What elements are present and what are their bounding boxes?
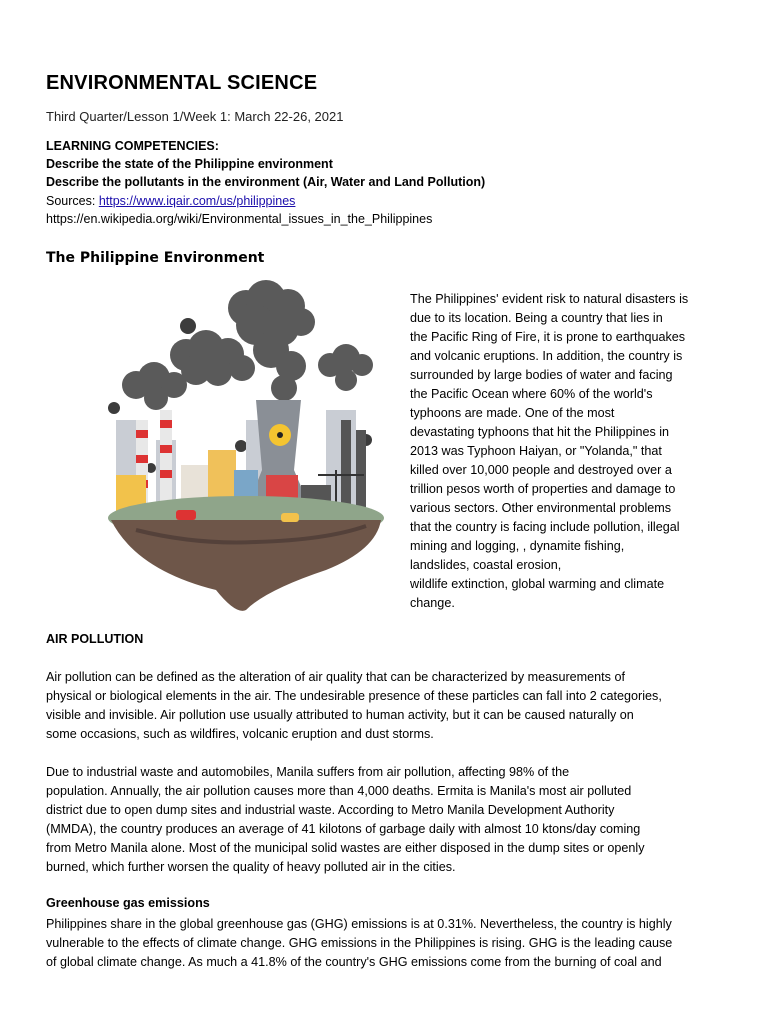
text-line: typhoons are made. One of the most xyxy=(410,406,615,420)
car xyxy=(176,510,196,520)
competencies-heading: LEARNING COMPETENCIES: xyxy=(46,139,219,153)
text-line: and volcanic eruptions. In addition, the country is xyxy=(410,349,683,363)
text-line: trillion pesos worth of properties and damage to xyxy=(410,482,676,496)
air-pollution-paragraph-2 xyxy=(46,763,726,877)
text-line: some occasions, such as wildfires, volcanic eruption and dust storms. xyxy=(46,727,434,741)
text-line: visible and invisible. Air pollution use usually attributed to human activity, but it can be caused naturally on xyxy=(46,708,634,722)
section-heading-air-pollution: AIR POLLUTION xyxy=(46,632,144,646)
text-line: various sectors. Other environmental problems xyxy=(410,501,672,515)
text-line: killed over 10,000 people and destroyed over a xyxy=(410,463,672,477)
source-link-iqair[interactable]: https://www.iqair.com/us/philippines xyxy=(98,193,296,208)
text-line: physical or biological elements in the air. The undesirable presence of these particles can fall into 2 categories, xyxy=(46,689,662,703)
text-line: The Philippines' evident risk to natural disasters is xyxy=(410,292,689,306)
text-line: (MMDA), the country produces an average of 41 kilotons of garbage daily with almost 10 ktons/day coming xyxy=(46,822,641,836)
text-line: of global climate change. As much a 41.8% of the country's GHG emissions come from the burning of coal and xyxy=(46,955,662,969)
sources-label: Sources: xyxy=(46,193,99,208)
text-line: population. Annually, the air pollution causes more than 4,000 deaths. Ermita is Manila's most air polluted xyxy=(46,784,632,798)
text-line: wildlife extinction, global warming and climate xyxy=(410,577,665,591)
competency-item: Describe the state of the Philippine environment xyxy=(46,157,333,172)
text-line: due to its location. Being a country that lies in xyxy=(410,311,663,325)
greenhouse-gas-paragraph xyxy=(46,915,726,972)
lesson-subtitle: Third Quarter/Lesson 1/Week 1: March 22-26, 2021 xyxy=(46,109,344,124)
text-line: Air pollution can be defined as the alteration of air quality that can be characterized by measurements of xyxy=(46,670,625,684)
section-heading-philippine-environment: The Philippine Environment xyxy=(46,250,265,266)
car xyxy=(281,513,299,522)
text-line: surrounded by large bodies of water and facing xyxy=(410,368,673,382)
learning-competencies xyxy=(46,137,485,228)
air-pollution-paragraph-1 xyxy=(46,668,726,744)
document-title: ENVIRONMENTAL SCIENCE xyxy=(46,72,318,94)
smoke-clouds xyxy=(122,280,373,410)
text-line: landslides, coastal erosion, xyxy=(410,558,562,572)
pollution-illustration xyxy=(96,270,396,620)
text-line: Philippines share in the global greenhouse gas (GHG) emissions is at 0.31%. Nevertheless, the country is highly xyxy=(46,917,672,931)
text-line: the Pacific Ocean where 60% of the world's xyxy=(410,387,653,401)
text-line: change. xyxy=(410,596,455,610)
text-line: burned, which further worsen the quality of heavy polluted air in the cities. xyxy=(46,860,456,874)
text-line: vulnerable to the effects of climate change. GHG emissions in the Philippines is rising. GHG is the leading cause xyxy=(46,936,673,950)
source-wikipedia: https://en.wikipedia.org/wiki/Environmental_issues_in_the_Philippines xyxy=(46,211,433,226)
text-line: district due to open dump sites and industrial waste. According to Metro Manila Development Authority xyxy=(46,803,615,817)
competency-item: Describe the pollutants in the environment (Air, Water and Land Pollution) xyxy=(46,175,486,190)
text-line: mining and logging, , dynamite fishing, xyxy=(410,539,625,553)
section-heading-greenhouse-gas: Greenhouse gas emissions xyxy=(46,896,210,910)
text-line: that the country is facing include pollution, illegal xyxy=(410,520,680,534)
text-line: from Metro Manila alone. Most of the municipal solid wastes are either disposed in the dump sites or openly xyxy=(46,841,645,855)
text-line: Due to industrial waste and automobiles, Manila suffers from air pollution, affecting 98% of the xyxy=(46,765,570,779)
text-line: 2013 was Typhoon Haiyan, or "Yolanda," that xyxy=(410,444,662,458)
text-line: the Pacific Ring of Fire, it is prone to earthquakes xyxy=(410,330,686,344)
sources-line xyxy=(46,192,485,210)
philippine-environment-text xyxy=(410,290,722,613)
text-line: devastating typhoons that hit the Philippines in xyxy=(410,425,670,439)
